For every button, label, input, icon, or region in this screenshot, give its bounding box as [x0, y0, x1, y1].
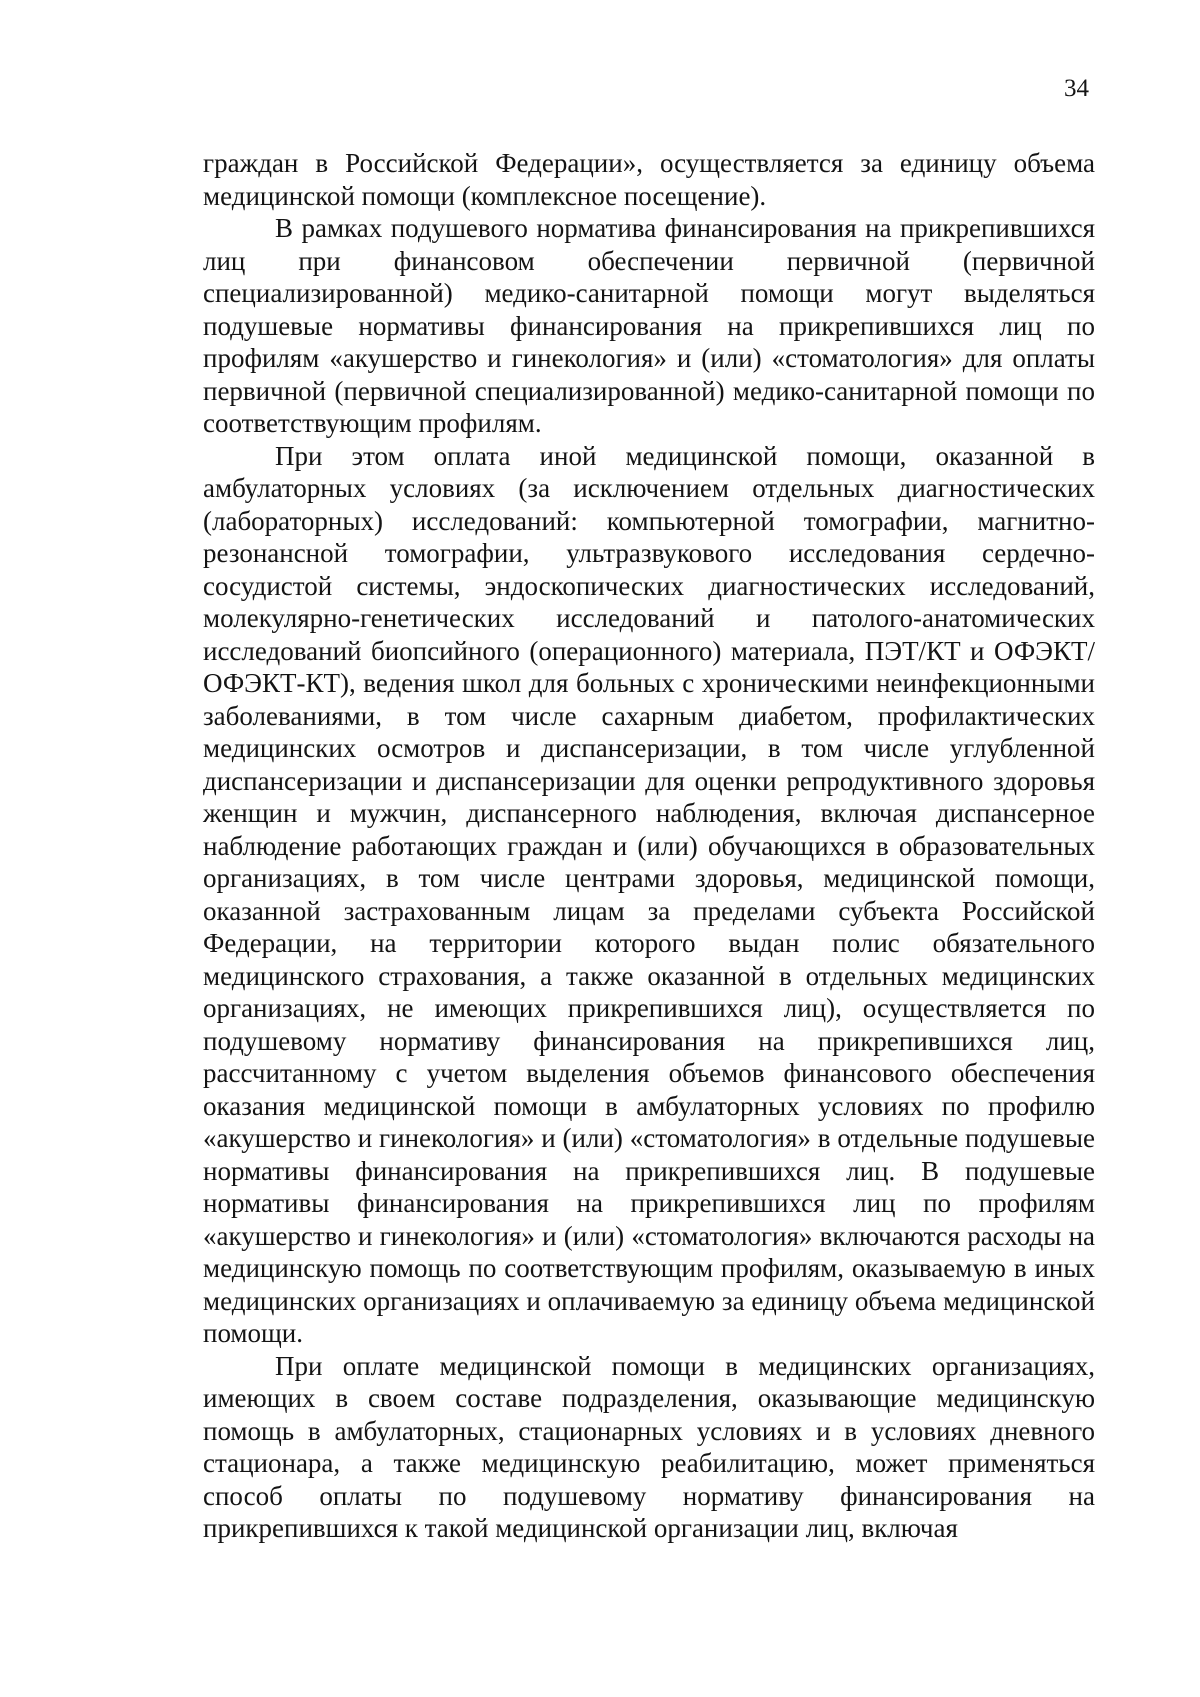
paragraph-continuation: граждан в Российской Федерации», осуществляется за единицу объема медицинской помощи (комплексное посещение).: [203, 148, 1095, 211]
paragraph-outpatient-payment: При этом оплата иной медицинской помощи, оказанной в амбулаторных условиях (за исключением отдельных диагностических (лабораторных) исследований: компьютерной томографии, магнитно-резонансной томографии, ультразвукового исследования сердечно-сосудистой системы, эндоскопических диагностических исследований, молекулярно-генетических исследований и патолого-анатомических исследований биопсийного (операционного) материала, ПЭТ/КТ и ОФЭКТ/ОФЭКТ-КТ), ведения школ для больных с хроническими неинфекционными заболеваниями, в том числе сахарным диабетом, профилактических медицинских осмотров и диспансеризации, в том числе углубленной диспансеризации и диспансеризации для оценки репродуктивного здоровья женщин и мужчин, диспансерного наблюдения, включая диспансерное наблюдение работающих граждан и (или) обучающихся в образовательных организациях, в том числе центрами здоровья, медицинской помощи, оказанной застрахованным лицам за пределами субъекта Российской Федерации, на территории которого выдан полис обязательного медицинского страхования, а также оказанной в отдельных медицинских организациях, не имеющих прикрепившихся лиц), осуществляется по подушевому нормативу финансирования на прикрепившихся лиц, рассчитанному с учетом выделения объемов финансового обеспечения оказания медицинской помощи в амбулаторных условиях по профилю «акушерство и гинекология» и (или) «стоматология» в отдельные подушевые нормативы финансирования на прикрепившихся лиц. В подушевые нормативы финансирования на прикрепившихся лиц по профилям «акушерство и гинекология» и (или) «стоматология» включаются расходы на медицинскую помощь по соответствующим профилям, оказываемую в иных медицинских организациях и оплачиваемую за единицу объема медицинской помощи.: [203, 440, 1095, 1348]
paragraph-capitation-profiles: В рамках подушевого норматива финансирования на прикрепившихся лиц при финансовом обеспечении первичной (первичной специализированной) медико-санитарной помощи могут выделяться подушевые нормативы финансирования на прикрепившихся лиц по профилям «акушерство и гинекология» и (или) «стоматология» для оплаты первичной (первичной специализированной) медико-санитарной помощи по соответствующим профилям.: [203, 213, 1095, 438]
paragraph-combined-organizations: При оплате медицинской помощи в медицинских организациях, имеющих в своем составе подразделения, оказывающие медицинскую помощь в амбулаторных, стационарных условиях и в условиях дневного стационара, а также медицинскую реабилитацию, может применяться способ оплаты по подушевому нормативу финансирования на прикрепившихся к такой медицинской организации лиц, включая: [203, 1350, 1095, 1543]
document-body: [203, 147, 1095, 1545]
page-number: 34: [1064, 75, 1089, 102]
